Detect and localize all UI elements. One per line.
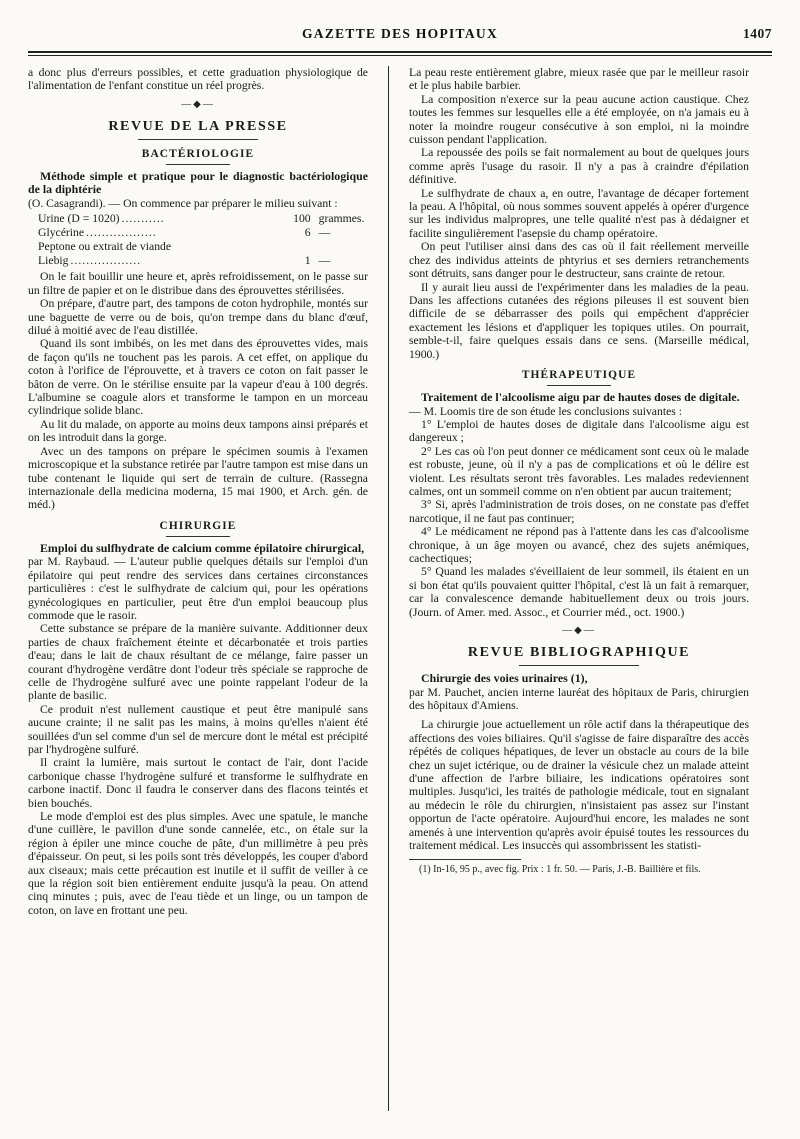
section-rule: [519, 665, 639, 666]
conclusion-item: 4° Le médicament ne répond pas à l'attente dans les cas d'alcoolisme chronique, à un âge moyen ou avancé, chez des sujets anémiques, cachectiques;: [409, 525, 749, 565]
footnote: (1) In-16, 95 p., avec fig. Prix : 1 fr. 50. — Paris, J.-B. Baillière et fils.: [419, 863, 701, 875]
article-byline: — M. Loomis tire de son étude les conclusions suivantes :: [409, 404, 682, 418]
recipe-unit: grammes.: [318, 212, 365, 226]
article-title-digitale: Traitement de l'alcoolisme aigu par de hautes doses de digitale.: [421, 389, 740, 404]
article-body: par M. Raybaud. — L'auteur publie quelques détails sur l'emploi d'un épilatoire qui peut rendre des services dans certaines circonstances particulières : c'est le sulfhydrate de calcium qui, pour les opérations gynécologiques en particulier, peut être d'un emploi beaucoup plus commode que le rasoir.: [28, 555, 368, 622]
conclusion-item: 5° Quand les malades s'éveillaient de leur sommeil, ils étaient en un si bon état qu'ils pouvaient quitter l'hôpital, c'est là un fait à remarquer, car la convalescence demande habituellement deux ou trois jours. (Journ. of Amer. med. Assoc., et Courrier méd., oct. 1900.): [409, 565, 749, 619]
right-column: [397, 66, 749, 1111]
paragraph: On peut l'utiliser ainsi dans des cas où il fait réellement merveille chez des individus atteints de phtyrius et ses derniers retranchements sont détruits, sans danger pour le destructeur, sans crainte de retour.: [409, 240, 749, 281]
subsection-heading-bacteriologie: BACTÉRIOLOGIE: [141, 147, 255, 160]
ornament-divider: —◆—: [562, 625, 596, 637]
recipe-unit: —: [318, 226, 331, 240]
recipe-table: [38, 212, 364, 268]
table-row: [38, 254, 364, 268]
paragraph: Il craint la lumière, mais surtout le contact de l'air, dont l'acide carbonique chasse l'hydrogène sulfuré et transforme le sulfhydrate en carbone inactif. Donc il faudra le conserver dans des flacons teintés et bien bouchés.: [28, 756, 368, 810]
recipe-value: 100: [293, 212, 311, 226]
section-heading-revue-presse: REVUE DE LA PRESSE: [108, 118, 288, 134]
subsection-heading-therapeutique: THÉRAPEUTIQUE: [521, 368, 637, 381]
recipe-label: Liebig ..................: [38, 254, 142, 268]
book-body: par M. Pauchet, ancien interne lauréat des hôpitaux de Paris, chirurgien des hôpitaux d'Amiens.: [409, 685, 749, 713]
recipe-label: Urine (D = 1020) ...........: [38, 212, 165, 226]
conclusion-item: 3° Si, après l'administration de trois doses, on ne constate pas d'effet narcotique, il ne faut pas continuer;: [409, 498, 749, 525]
recipe-value: [293, 240, 319, 254]
article-title-diphterie: Méthode simple et pratique pour le diagnostic bactériologique de la diphtérie: [28, 168, 368, 197]
section-heading-revue-bibliographique: REVUE BIBLIOGRAPHIQUE: [467, 645, 691, 661]
article-title-sulfhydrate: Emploi du sulfhydrate de calcium comme épilatoire chirurgical,: [40, 540, 365, 555]
conclusion-item: 2° Les cas où l'on peut donner ce médicament sont ceux où le malade est robuste, jeune, où il n'y a pas de complications et où le délire est violent. Les résultats seront très favorables. Les malades redeviennent calmes, ont un sommeil comme on n'en obtient par aucun traitement;: [409, 444, 749, 498]
table-row: [38, 240, 364, 254]
recipe-label: Peptone ou extrait de viande: [38, 240, 172, 254]
paragraph: Le mode d'emploi est des plus simples. Avec une spatule, le manche d'une cuillère, le pavillon d'une sonde cannelée, etc., on étale sur la région à épiler une mince couche de pâte, d'un millimètre à peu près d'épaisseur. On peut, si les poils sont très développés, les couper d'abord aux ciseaux; mais cette précaution est inutile et il suffit de veiller à ce que la région soit bien entièrement enduite jusqu'à la peau. On attend cinq minutes ; puis, avec de l'eau tiède et un linge, ou un tampon de coton, on lave en frottant une peu.: [28, 810, 368, 917]
paragraph: La composition n'exerce sur la peau aucune action caustique. Chez toutes les femmes sur lesquelles elle a été employée, on n'a jamais eu à noter la moindre rougeur consécutive à son emploi, ni la moindre cuisson pendant l'application.: [409, 92, 749, 147]
page-number: 1407: [743, 26, 772, 41]
paragraph: Au lit du malade, on apporte au moins deux tampons ainsi préparés et on les introduit dans la gorge.: [28, 417, 368, 445]
paragraph: Cette substance se prépare de la manière suivante. Additionner deux parties de chaux fraîchement éteinte et décarbonatée et trois parties d'eau; dans le lait de chaux résultant de ce mélange, faire passer un courant d'hydrogène verdâtre dont l'odeur très spéciale se rapproche de celle de l'hydrogène sulfuré avec une pointe rappelant l'odeur de la plante de basilic.: [28, 622, 368, 703]
subsection-rule: [166, 536, 230, 537]
paragraph: Avec un des tampons on prépare le spécimen soumis à l'examen microscopique et la substance retirée par l'autre tampon est mise dans un tube contenant le liquide qui sert de terrain de culture. (Rassegna internazionale della medicina moderna, 15 mai 1900, et Arch. gén. de méd.): [28, 444, 368, 512]
column-divider: [388, 66, 389, 1111]
ornament-divider: —◆—: [181, 98, 215, 110]
subsection-rule: [547, 385, 611, 386]
header-rule: [28, 51, 772, 56]
footnote-rule: [409, 859, 521, 860]
paragraph: Il y aurait lieu aussi de l'expérimenter dans les maladies de la peau. Dans les affections cutanées des régions pileuses il est souvent bien difficile de se débarrasser des poils qui empêchent d'apprécier exactement les lésions et d'appliquer les topiques utiles. On pourrait, semble-t-il, faire quelques essais dans ce sens. (Marseille médical, 1900.): [409, 280, 749, 361]
recipe-unit: —: [318, 254, 331, 268]
book-title: Chirurgie des voies urinaires (1),: [421, 671, 588, 686]
page-title: GAZETTE DES HOPITAUX: [301, 26, 499, 41]
paragraph: La repoussée des poils se fait normalement au bout de quelques jours comme après l'usage du rasoir. Il n'y a pas à craindre d'épilation définitive.: [409, 146, 749, 187]
paragraph: Le sulfhydrate de chaux a, en outre, l'avantage de décaper fortement la peau. A l'hôpital, où nous sommes souvent appelés à opérer d'urgence sur les individus malpropres, une telle qualité n'est pas à dédaigner et facilite singulièrement l'asepsie du champ opératoire.: [409, 186, 749, 240]
running-head: [28, 26, 772, 46]
paragraph: La peau reste entièrement glabre, mieux rasée que par le meilleur rasoir et le plus habile barbier.: [409, 66, 749, 93]
recipe-value: 6: [304, 226, 311, 240]
two-column-body: [28, 66, 772, 1111]
review-paragraph: La chirurgie joue actuellement un rôle actif dans la thérapeutique des affections des voies biliaires. Qu'il s'agisse de faire disparaître des accès répétés de coliques hépatiques, de lever un obstacle au cours de la bile chez un sujet ictérique, ou de drainer la vésicule chez un malade atteint d'une affection de l'arbre biliaire, les indications opératoires sont multiples. Jusqu'ici, les traités de pathologie médicale, tout en signalant au médecin le rôle du chirurgien, n'insistaient pas assez sur l'instant opportun de l'acte opératoire. Aujourd'hui encore, les malades ne sont amenés à une intervention qu'après avoir épuisé toutes les ressources du traitement médical. Les insuccès qui assombrissent les statisti-: [409, 718, 749, 853]
section-rule: [138, 139, 258, 140]
table-row: [38, 212, 364, 226]
recipe-label: Glycérine ..................: [38, 226, 157, 240]
conclusion-item: 1° L'emploi de hautes doses de digitale dans l'alcoolisme aigu est dangereux ;: [409, 417, 749, 445]
paragraph: Quand ils sont imbibés, on les met dans des éprouvettes vides, mais de façon qu'ils ne touchent pas les parois. A cet effet, on applique du coton à l'orifice de l'éprouvette, et à travers ce coton on fait passer le bâton de verre. On le stérilise ensuite par la vapeur d'eau à 100 degrés. L'albumine se coagule alors et transforme le tampon en un morceau cylindrique solide blanc.: [28, 337, 368, 418]
continued-paragraph: a donc plus d'erreurs possibles, et cette graduation physiologique de l'alimentation de l'enfant constitue un réel progrès.: [28, 66, 368, 93]
paragraph: On le fait bouillir une heure et, après refroidissement, on le passe sur un filtre de papier et on le distribue dans des éprouvettes stérilisées.: [28, 270, 368, 297]
article-byline: (O. Casagrandi). — On commence par préparer le milieu suivant :: [28, 197, 338, 210]
paragraph: On prépare, d'autre part, des tampons de coton hydrophile, montés sur une baguette de verre ou de bois, qu'on trempe dans du blanc d'œuf, dilué à moitié avec de l'eau distillée.: [28, 297, 368, 338]
subsection-heading-chirurgie: CHIRURGIE: [159, 519, 237, 532]
subsection-rule: [166, 164, 230, 165]
recipe-unit: [319, 240, 365, 254]
recipe-value: 1: [304, 254, 311, 268]
paragraph: Ce produit n'est nullement caustique et peut être manipulé sans aucune crainte; il ne salit pas les mains, à moins qu'elles n'aient été souillées d'un sel comme d'un sel de mercure dont le métal est précipité par l'hydrogène sulfuré.: [28, 702, 368, 756]
table-row: [38, 226, 364, 240]
left-column: [28, 66, 380, 1111]
